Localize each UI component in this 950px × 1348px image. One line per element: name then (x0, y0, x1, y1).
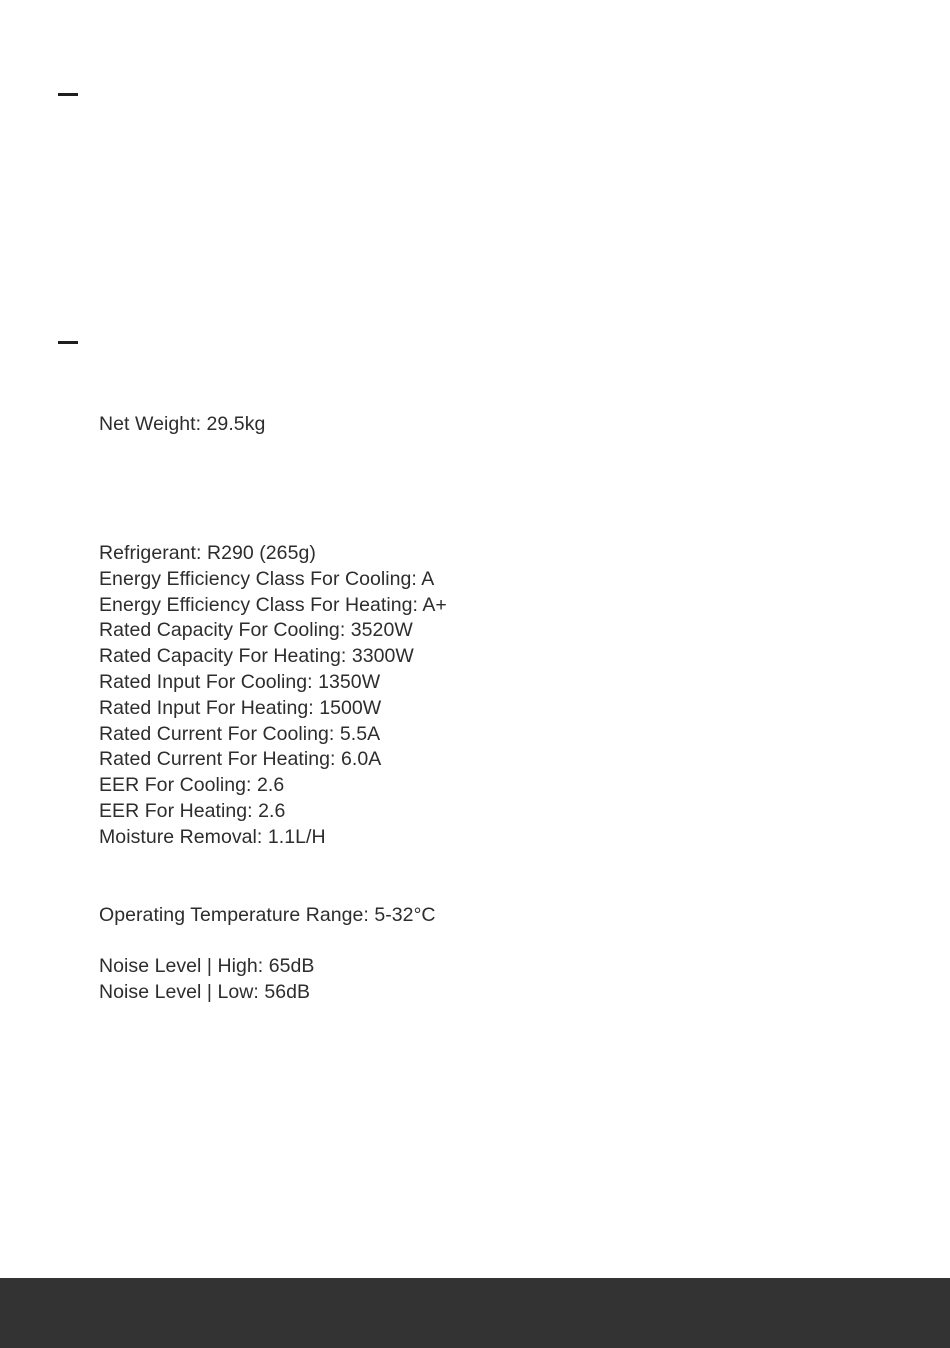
spec-eer-cooling: EER For Cooling: 2.6 (99, 774, 285, 797)
spec-list (99, 541, 447, 851)
spec-moisture-removal: Moisture Removal: 1.1L/H (99, 825, 326, 848)
spec-input-heating: Rated Input For Heating: 1500W (99, 696, 382, 719)
spec-energy-class-heating: Energy Efficiency Class For Heating: A+ (99, 593, 447, 616)
spec-refrigerant: Refrigerant: R290 (265g) (99, 542, 316, 564)
footer-bar (0, 1278, 950, 1348)
spec-capacity-cooling: Rated Capacity For Cooling: 3520W (99, 619, 413, 642)
net-weight-text: Net Weight: 29.5kg (99, 413, 266, 435)
spec-energy-class-cooling: Energy Efficiency Class For Cooling: A (99, 567, 435, 590)
noise-list (99, 954, 314, 1006)
noise-level-high: Noise Level | High: 65dB (99, 955, 315, 977)
spec-input-cooling: Rated Input For Cooling: 1350W (99, 670, 381, 693)
spec-eer-heating: EER For Heating: 2.6 (99, 799, 286, 822)
section-dash-marker (58, 341, 78, 344)
operating-temperature-text: Operating Temperature Range: 5-32°C (99, 904, 436, 926)
spec-current-cooling: Rated Current For Cooling: 5.5A (99, 722, 381, 745)
spec-capacity-heating: Rated Capacity For Heating: 3300W (99, 645, 414, 668)
section-dash-marker (58, 93, 78, 96)
spec-current-heating: Rated Current For Heating: 6.0A (99, 748, 382, 771)
noise-level-low: Noise Level | Low: 56dB (99, 980, 311, 1003)
